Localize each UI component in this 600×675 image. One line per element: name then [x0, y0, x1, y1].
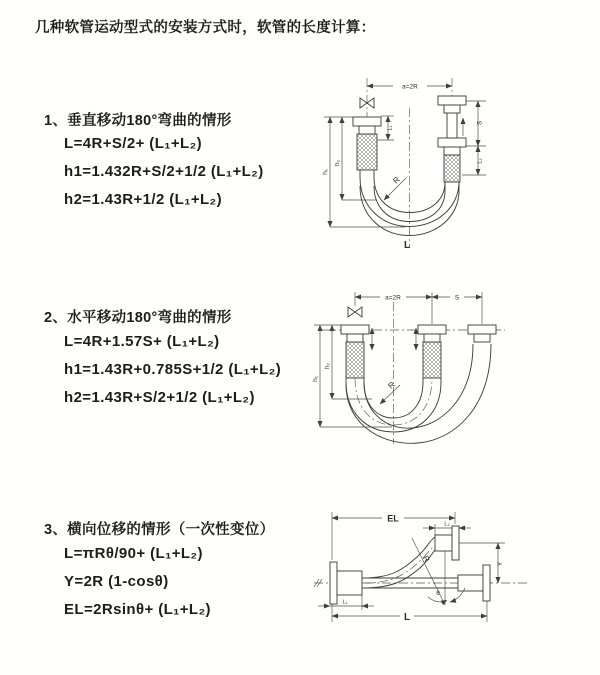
hose-centerline [362, 543, 440, 583]
braided-hose-section [346, 342, 364, 378]
dim-label-h2: h₂ [334, 159, 341, 167]
dim-label-el: EL [387, 513, 399, 524]
dim-label-a2r: a=2R [402, 83, 418, 91]
formula-line: L=4R+1.57S+ (L₁+L₂) [64, 333, 220, 350]
dim-label-h2: h₂ [324, 362, 331, 370]
dim-label-length: L [403, 240, 411, 251]
formula-line: h2=1.43R+S/2+1/2 (L₁+L₂) [64, 389, 255, 406]
dim-label-l1: L₁ [387, 125, 394, 131]
dim-label-h1: h₁ [322, 169, 329, 175]
dim-label-s: S [454, 294, 460, 302]
formula-line: L=4R+S/2+ (L₁+L₂) [64, 135, 203, 152]
formula-line: h1=1.43R+0.785S+1/2 (L₁+L₂) [64, 361, 282, 378]
dim-label-y: Y [497, 561, 504, 567]
dim-label-theta: θ [436, 590, 440, 597]
dim-label-s: S [476, 120, 484, 126]
dim-label-length: L [403, 612, 411, 623]
dim-label-l2: L₂ [444, 521, 450, 528]
braided-hose-section [423, 342, 441, 378]
angle-arc [428, 597, 447, 602]
formula-line: EL=2Rsinθ+ (L₁+L₂) [64, 601, 211, 618]
page-title: 几种软管运动型式的安装方式时，软管的长度计算： [35, 20, 376, 36]
dim-label-radius: R [386, 379, 397, 391]
diagram-vertical-180-bend [300, 70, 590, 265]
braided-hose-section [444, 155, 460, 182]
diagram-horizontal-180-bend [300, 282, 595, 457]
section-3-heading: 3、横向位移的情形（一次性变位） [44, 522, 275, 538]
valve-icon [348, 307, 362, 317]
dim-label-radius: R [391, 174, 402, 186]
dim-label-l1: L₁ [342, 599, 348, 606]
dim-label-radius: R [420, 554, 432, 564]
braided-hose-section [357, 134, 377, 170]
formula-line: Y=2R (1-cosθ) [64, 573, 169, 590]
formula-line: L=πRθ/90+ (L₁+L₂) [64, 545, 203, 562]
section-2-heading: 2、水平移动180°弯曲的情形 [44, 310, 232, 326]
diagram-lateral-displacement [300, 498, 600, 653]
section-1-heading: 1、垂直移动180°弯曲的情形 [44, 113, 232, 129]
dim-label-h1: h₁ [312, 376, 319, 382]
formula-line: h1=1.432R+S/2+1/2 (L₁+L₂) [64, 163, 264, 180]
dim-label-l2: L₂ [477, 158, 484, 164]
formula-line: h2=1.43R+1/2 (L₁+L₂) [64, 191, 223, 208]
dim-label-a2r: a=2R [385, 294, 401, 302]
